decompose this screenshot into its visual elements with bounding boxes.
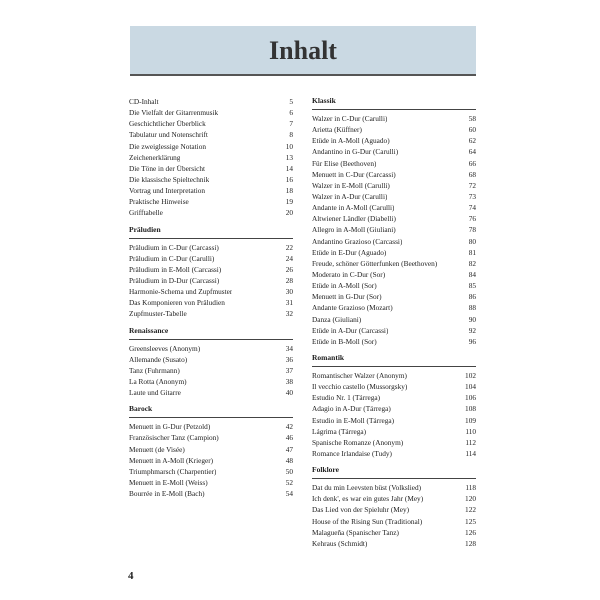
toc-entry — [129, 118, 293, 129]
toc-entry-page: 81 — [468, 247, 476, 257]
toc-entry-page: 48 — [285, 455, 293, 465]
section-divider — [129, 238, 293, 239]
toc-entry-page: 52 — [285, 477, 293, 487]
toc-entry-title: Il vecchio castello (Mussorgsky) — [312, 382, 408, 392]
toc-entry-page: 110 — [465, 426, 476, 436]
toc-entry-title: Etüde in A-Dur (Carcassi) — [312, 325, 389, 335]
toc-entry-page: 74 — [468, 203, 476, 213]
toc-entry-title: Das Komponieren von Präludien — [129, 298, 225, 308]
toc-entry — [312, 135, 476, 146]
toc-entry-title: Allemande (Susato) — [129, 354, 188, 364]
toc-entry-title: Greensleeves (Anonym) — [129, 343, 201, 353]
toc-entry-page: 73 — [468, 191, 476, 201]
section-divider — [312, 366, 476, 367]
toc-entry-page: 72 — [468, 180, 476, 190]
toc-entry-page: 14 — [285, 163, 293, 173]
toc-left-column — [129, 96, 293, 499]
toc-entry-page: 28 — [285, 275, 293, 285]
toc-entry — [312, 191, 476, 202]
toc-entry-page: 10 — [285, 141, 293, 151]
toc-section-romantik — [312, 353, 476, 459]
toc-entry-page: 76 — [468, 214, 476, 224]
toc-right-column — [312, 96, 476, 549]
toc-entry — [312, 158, 476, 169]
toc-entry-title: Estudio in E-Moll (Tárrega) — [312, 415, 395, 425]
toc-entry-title: Tanz (Fuhrmann) — [129, 365, 180, 375]
toc-entry-title: Grifftabelle — [129, 208, 163, 218]
toc-entry-title: Lágrima (Tárrega) — [312, 426, 367, 436]
toc-entry — [129, 455, 293, 466]
toc-entry-title: Menuett in A-Moll (Krieger) — [129, 455, 214, 465]
toc-entry-title: Walzer in E-Moll (Carulli) — [312, 180, 390, 190]
toc-entry-title: Das Lied von der Spieluhr (Mey) — [312, 505, 410, 515]
toc-entry-page: 85 — [468, 281, 476, 291]
section-heading: Folklore — [312, 465, 339, 475]
toc-entry — [312, 202, 476, 213]
toc-entry-page: 34 — [285, 343, 293, 353]
toc-entry-title: Etüde in A-Moll (Aguado) — [312, 136, 390, 146]
toc-entry — [129, 185, 293, 196]
toc-entry — [312, 247, 476, 258]
section-divider — [129, 339, 293, 340]
toc-entry — [312, 538, 476, 549]
toc-entry-title: Französischer Tanz (Campion) — [129, 433, 219, 443]
toc-entry — [312, 236, 476, 247]
toc-entry-title: Praktische Hinweise — [129, 197, 189, 207]
toc-entry — [129, 264, 293, 275]
toc-entry-page: 16 — [285, 174, 293, 184]
toc-entry-page: 106 — [465, 393, 476, 403]
toc-entry-title: La Rotta (Anonym) — [129, 376, 187, 386]
toc-entry — [312, 325, 476, 336]
toc-entry-page: 36 — [285, 354, 293, 364]
toc-entry — [312, 426, 476, 437]
toc-entry — [129, 242, 293, 253]
toc-entry-page: 112 — [465, 437, 476, 447]
toc-entry-page: 8 — [289, 130, 293, 140]
toc-entry — [312, 291, 476, 302]
toc-entry — [129, 488, 293, 499]
toc-entry-title: Geschichtlicher Überblick — [129, 119, 206, 129]
toc-entry — [312, 437, 476, 448]
toc-entry-page: 114 — [465, 448, 476, 458]
toc-entry-title: Adagio in A-Dur (Tárrega) — [312, 404, 391, 414]
toc-entry-title: Menuett in C-Dur (Carcassi) — [312, 169, 396, 179]
toc-entry-title: Menuett in G-Dur (Sor) — [312, 292, 382, 302]
toc-entry-title: Andante in A-Moll (Carulli) — [312, 203, 395, 213]
toc-entry-page: 32 — [285, 309, 293, 319]
section-divider — [312, 109, 476, 110]
toc-entry-title: Menuett in G-Dur (Petzold) — [129, 422, 211, 432]
toc-entry — [129, 141, 293, 152]
toc-entry-page: 120 — [465, 494, 476, 504]
toc-entry — [312, 280, 476, 291]
toc-entry — [312, 504, 476, 515]
toc-entry-title: Die Vielfalt der Gitarrenmusik — [129, 108, 219, 118]
toc-entry-page: 26 — [285, 264, 293, 274]
toc-entry-page: 86 — [468, 292, 476, 302]
toc-entry — [312, 213, 476, 224]
toc-section-praeludien — [129, 225, 293, 320]
toc-entry — [129, 253, 293, 264]
toc-entry — [129, 466, 293, 477]
page-number: 4 — [128, 570, 134, 582]
toc-section-renaissance — [129, 326, 293, 399]
toc-entry — [312, 370, 476, 381]
toc-entry-title: Zupfmuster-Tabelle — [129, 309, 187, 319]
section-heading: Romantik — [312, 352, 345, 362]
toc-entry-page: 84 — [468, 269, 476, 279]
toc-entry-page: 108 — [465, 404, 476, 414]
toc-entry-title: Laute und Gitarre — [129, 388, 181, 398]
toc-entry-title: Harmonie-Schema und Zupfmuster — [129, 287, 233, 297]
section-divider — [312, 478, 476, 479]
toc-entry-page: 31 — [285, 298, 293, 308]
toc-entry-title: Altwiener Ländler (Diabelli) — [312, 214, 396, 224]
toc-entry-page: 50 — [285, 466, 293, 476]
toc-entries — [129, 242, 293, 320]
toc-entry-page: 92 — [468, 325, 476, 335]
toc-entry — [129, 365, 293, 376]
toc-entry — [312, 482, 476, 493]
toc-entry-page: 47 — [285, 444, 293, 454]
toc-entry — [129, 297, 293, 308]
toc-entry-page: 128 — [465, 538, 476, 548]
toc-entry-title: Romance Irlandaise (Tudy) — [312, 448, 392, 458]
toc-entry — [129, 107, 293, 118]
toc-section-barock — [129, 404, 293, 499]
toc-entry — [129, 421, 293, 432]
toc-entry-page: 78 — [468, 225, 476, 235]
toc-entry-page: 22 — [285, 242, 293, 252]
toc-entry-title: Etüde in A-Moll (Sor) — [312, 281, 377, 291]
toc-entry-title: Spanische Romanze (Anonym) — [312, 437, 404, 447]
toc-entry — [129, 207, 293, 218]
toc-entry-title: Dat du min Leevsten büst (Volkslied) — [312, 483, 422, 493]
toc-entry — [129, 308, 293, 319]
toc-section-intro — [129, 96, 293, 219]
section-heading: Renaissance — [129, 325, 169, 335]
toc-entry-title: Allegro in A-Moll (Giuliani) — [312, 225, 396, 235]
toc-entry-title: Andantino in G-Dur (Carulli) — [312, 147, 399, 157]
toc-entry-page: 54 — [285, 489, 293, 499]
toc-entry-title: Die zweiglessige Notation — [129, 141, 207, 151]
toc-entries — [129, 343, 293, 399]
toc-entry-page: 122 — [465, 505, 476, 515]
toc-entry-page: 80 — [468, 236, 476, 246]
toc-entry — [129, 163, 293, 174]
toc-entry-title: CD-Inhalt — [129, 97, 159, 106]
toc-entry-title: Arietta (Küffner) — [312, 125, 362, 135]
toc-entry — [129, 432, 293, 443]
toc-entry — [129, 444, 293, 455]
toc-entry — [312, 527, 476, 538]
toc-entry-page: 30 — [285, 287, 293, 297]
toc-entry-page: 118 — [465, 483, 476, 493]
toc-entry-page: 104 — [465, 382, 476, 392]
toc-entry-title: Kehraus (Schmidt) — [312, 538, 368, 548]
toc-entry — [312, 381, 476, 392]
section-heading: Barock — [129, 404, 153, 414]
toc-entry-page: 20 — [285, 208, 293, 218]
toc-entry-page: 38 — [285, 376, 293, 386]
toc-entry-title: Menuett in E-Moll (Weiss) — [129, 477, 208, 487]
toc-entry — [312, 314, 476, 325]
toc-entry-title: Menuett (de Visée) — [129, 444, 185, 454]
toc-entry-title: Malagueña (Spanischer Tanz) — [312, 527, 399, 537]
toc-entry — [312, 258, 476, 269]
toc-entry — [129, 174, 293, 185]
toc-entry-page: 46 — [285, 433, 293, 443]
toc-entry — [129, 477, 293, 488]
toc-entry-page: 126 — [465, 527, 476, 537]
toc-entry-title: Vortrag und Interpretation — [129, 186, 206, 196]
toc-entry — [312, 336, 476, 347]
toc-entry — [129, 96, 293, 107]
toc-entry — [312, 448, 476, 459]
toc-entry — [129, 343, 293, 354]
toc-entry-page: 62 — [468, 136, 476, 146]
toc-entry — [129, 387, 293, 398]
toc-entry-title: Tabulatur und Notenschrift — [129, 130, 208, 140]
toc-entry-page: 6 — [289, 108, 293, 118]
toc-entry — [312, 224, 476, 235]
toc-entry-title: Andante Grazioso (Mozart) — [312, 303, 393, 313]
toc-entry-title: Etüde in B-Moll (Sor) — [312, 336, 377, 346]
toc-entry — [312, 180, 476, 191]
toc-entry — [129, 354, 293, 365]
toc-entry — [129, 376, 293, 387]
section-divider — [129, 417, 293, 418]
toc-entry-title: Für Elise (Beethoven) — [312, 158, 377, 168]
toc-entry-title: Andantino Grazioso (Carcassi) — [312, 236, 403, 246]
toc-entry-title: Bourrée in E-Moll (Bach) — [129, 489, 205, 499]
toc-entries — [312, 482, 476, 549]
toc-entry-title: Präludium in C-Dur (Carulli) — [129, 253, 215, 263]
toc-entry-title: Danza (Giuliani) — [312, 314, 362, 324]
toc-entry-page: 90 — [468, 314, 476, 324]
toc-entry-title: Zeichenerklärung — [129, 152, 181, 162]
toc-entry — [312, 113, 476, 124]
toc-entries — [129, 421, 293, 499]
toc-entry — [312, 516, 476, 527]
toc-entries — [312, 370, 476, 459]
toc-entry-title: Etüde in E-Dur (Aguado) — [312, 247, 387, 257]
toc-entry-page: 42 — [285, 422, 293, 432]
toc-entry — [129, 286, 293, 297]
toc-entry — [312, 269, 476, 280]
toc-entry-title: Estudio Nr. 1 (Tárrega) — [312, 393, 381, 403]
page-title: Inhalt — [269, 36, 337, 65]
toc-entry-page: 66 — [468, 158, 476, 168]
toc-entry-page: 68 — [468, 169, 476, 179]
toc-entry-title: Die klassische Spieltechnik — [129, 174, 210, 184]
toc-entry-page: 88 — [468, 303, 476, 313]
toc-entry-page: 96 — [468, 336, 476, 346]
toc-entry-title: Romantischer Walzer (Anonym) — [312, 370, 407, 380]
toc-entry-title: Ich denk', es war ein gutes Jahr (Mey) — [312, 494, 424, 504]
section-heading: Klassik — [312, 96, 336, 105]
toc-entry-page: 109 — [465, 415, 476, 425]
toc-entry-title: Präludium in D-Dur (Carcassi) — [129, 275, 220, 285]
toc-entry-page: 60 — [468, 125, 476, 135]
toc-entry-page: 58 — [468, 114, 476, 123]
toc-entry-page: 7 — [289, 119, 293, 129]
toc-entry-page: 18 — [285, 186, 293, 196]
title-band — [130, 26, 476, 76]
toc-entry — [129, 129, 293, 140]
toc-entry-page: 102 — [465, 370, 476, 380]
toc-entry — [312, 146, 476, 157]
toc-entry-page: 125 — [465, 516, 476, 526]
toc-entry — [312, 493, 476, 504]
toc-entry-page: 37 — [285, 365, 293, 375]
toc-entry-page: 64 — [468, 147, 476, 157]
section-heading: Präludien — [129, 224, 161, 234]
toc-entry-page: 82 — [468, 258, 476, 268]
toc-entry — [312, 403, 476, 414]
toc-entry-title: House of the Rising Sun (Traditional) — [312, 516, 423, 526]
toc-entry-page: 40 — [285, 388, 293, 398]
toc-entry-title: Freude, schöner Götterfunken (Beethoven) — [312, 258, 438, 268]
toc-section-klassik — [312, 96, 476, 347]
toc-entry-title: Die Töne in der Übersicht — [129, 163, 206, 173]
toc-entry-title: Walzer in C-Dur (Carulli) — [312, 114, 388, 123]
toc-section-folklore — [312, 465, 476, 549]
toc-entry — [129, 196, 293, 207]
toc-entry — [312, 124, 476, 135]
toc-entry-page: 5 — [289, 97, 293, 106]
toc-entry — [312, 415, 476, 426]
toc-entry-title: Präludium in C-Dur (Carcassi) — [129, 242, 219, 252]
toc-entry — [129, 152, 293, 163]
toc-entry — [312, 169, 476, 180]
toc-entry-title: Moderato in C-Dur (Sor) — [312, 269, 386, 279]
toc-entry-page: 13 — [285, 152, 293, 162]
toc-entry-title: Walzer in A-Dur (Carulli) — [312, 191, 388, 201]
toc-entry — [312, 392, 476, 403]
toc-entry-title: Präludium in E-Moll (Carcassi) — [129, 264, 222, 274]
toc-entry-page: 24 — [285, 253, 293, 263]
toc-entry — [129, 275, 293, 286]
toc-entry-page: 19 — [285, 197, 293, 207]
toc-entry-title: Triumphmarsch (Charpentier) — [129, 466, 217, 476]
toc-entry — [312, 302, 476, 313]
toc-entries — [312, 113, 476, 347]
